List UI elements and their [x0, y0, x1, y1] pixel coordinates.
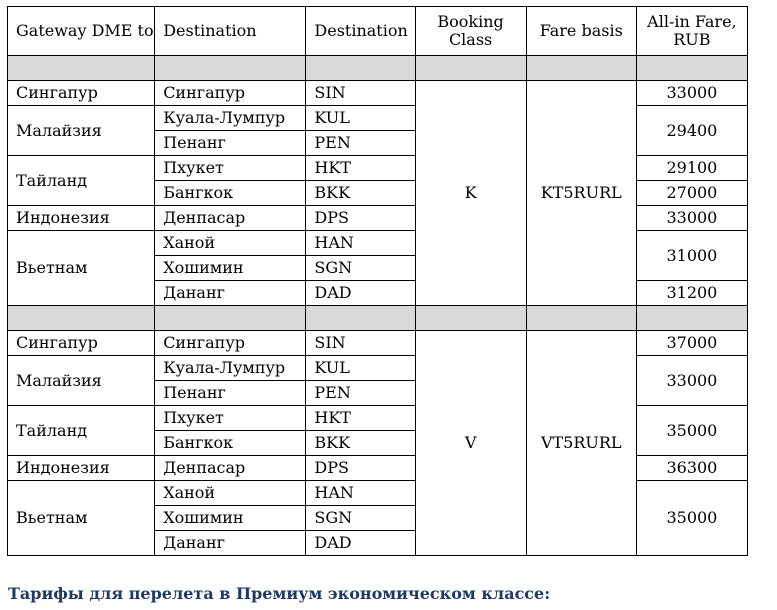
- destination-code-cell: PEN: [306, 381, 415, 406]
- destination-code-cell: HAN: [306, 481, 415, 506]
- fare-value-cell: 29400: [636, 106, 747, 156]
- separator-cell: [306, 306, 415, 331]
- header-fare-basis: Fare basis: [526, 7, 636, 56]
- destination-city-cell: Сингапур: [155, 81, 306, 106]
- header-booking-class: Booking Class: [415, 7, 526, 56]
- destination-city-cell: Денпасар: [155, 206, 306, 231]
- fare-value-cell: 35000: [636, 481, 747, 556]
- destination-code-cell: SIN: [306, 81, 415, 106]
- table-row: [8, 206, 748, 231]
- destination-city-cell: Бангкок: [155, 181, 306, 206]
- destination-code-cell: DPS: [306, 456, 415, 481]
- fare-value-cell: 36300: [636, 456, 747, 481]
- country-cell: Вьетнам: [8, 231, 155, 306]
- separator-cell: [415, 56, 526, 81]
- header-all-in-fare: All-in Fare, RUB: [636, 7, 747, 56]
- fare-value-cell: 35000: [636, 406, 747, 456]
- group-separator-row: [8, 56, 748, 81]
- country-cell: Индонезия: [8, 206, 155, 231]
- destination-city-cell: Дананг: [155, 281, 306, 306]
- separator-cell: [306, 56, 415, 81]
- separator-cell: [155, 306, 306, 331]
- destination-city-cell: Бангкок: [155, 431, 306, 456]
- separator-cell: [636, 306, 747, 331]
- destination-city-cell: Пхукет: [155, 156, 306, 181]
- destination-code-cell: DAD: [306, 531, 415, 556]
- separator-cell: [636, 56, 747, 81]
- destination-code-cell: PEN: [306, 131, 415, 156]
- premium-economy-caption: Тарифы для перелета в Премиум экономическом классе:: [8, 584, 551, 603]
- country-cell: Сингапур: [8, 331, 155, 356]
- destination-city-cell: Пенанг: [155, 381, 306, 406]
- fare-value-cell: 37000: [636, 331, 747, 356]
- table-row: [8, 106, 748, 131]
- table-row: [8, 231, 748, 256]
- fare-value-cell: 31000: [636, 231, 747, 281]
- group-separator-row: [8, 306, 748, 331]
- destination-code-cell: BKK: [306, 181, 415, 206]
- table-row: [8, 156, 748, 181]
- table-row: [8, 356, 748, 381]
- header-destination-city: Destination: [155, 7, 306, 56]
- destination-code-cell: HKT: [306, 156, 415, 181]
- separator-cell: [155, 56, 306, 81]
- table-row: [8, 331, 748, 356]
- destination-code-cell: DAD: [306, 281, 415, 306]
- booking-class-cell: V: [415, 331, 526, 556]
- header-gateway: Gateway DME to: [8, 7, 155, 56]
- fare-value-cell: 29100: [636, 156, 747, 181]
- separator-cell: [526, 306, 636, 331]
- destination-code-cell: HAN: [306, 231, 415, 256]
- table-row: [8, 406, 748, 431]
- destination-code-cell: KUL: [306, 106, 415, 131]
- table-row: [8, 481, 748, 506]
- country-cell: Тайланд: [8, 406, 155, 456]
- country-cell: Тайланд: [8, 156, 155, 206]
- fare-basis-cell: KT5RURL: [526, 81, 636, 306]
- destination-city-cell: Пенанг: [155, 131, 306, 156]
- destination-code-cell: SIN: [306, 331, 415, 356]
- destination-city-cell: Куала-Лумпур: [155, 356, 306, 381]
- separator-cell: [526, 56, 636, 81]
- separator-cell: [8, 306, 155, 331]
- destination-code-cell: HKT: [306, 406, 415, 431]
- header-row: [8, 7, 748, 56]
- country-cell: Малайзия: [8, 106, 155, 156]
- destination-city-cell: Ханой: [155, 481, 306, 506]
- destination-city-cell: Куала-Лумпур: [155, 106, 306, 131]
- separator-cell: [415, 306, 526, 331]
- fare-value-cell: 33000: [636, 81, 747, 106]
- fare-value-cell: 31200: [636, 281, 747, 306]
- destination-city-cell: Хошимин: [155, 256, 306, 281]
- country-cell: Вьетнам: [8, 481, 155, 556]
- destination-city-cell: Пхукет: [155, 406, 306, 431]
- header-destination-code: Destination: [306, 7, 415, 56]
- fare-value-cell: 33000: [636, 356, 747, 406]
- destination-code-cell: DPS: [306, 206, 415, 231]
- table-row: [8, 81, 748, 106]
- fare-basis-cell: VT5RURL: [526, 331, 636, 556]
- country-cell: Малайзия: [8, 356, 155, 406]
- table-row: [8, 456, 748, 481]
- destination-code-cell: KUL: [306, 356, 415, 381]
- fares-body: [8, 56, 748, 556]
- destination-city-cell: Дананг: [155, 531, 306, 556]
- destination-city-cell: Сингапур: [155, 331, 306, 356]
- fare-value-cell: 33000: [636, 206, 747, 231]
- country-cell: Сингапур: [8, 81, 155, 106]
- destination-city-cell: Денпасар: [155, 456, 306, 481]
- booking-class-cell: K: [415, 81, 526, 306]
- fare-value-cell: 27000: [636, 181, 747, 206]
- destination-code-cell: BKK: [306, 431, 415, 456]
- country-cell: Индонезия: [8, 456, 155, 481]
- destination-city-cell: Ханой: [155, 231, 306, 256]
- destination-code-cell: SGN: [306, 506, 415, 531]
- destination-city-cell: Хошимин: [155, 506, 306, 531]
- destination-code-cell: SGN: [306, 256, 415, 281]
- fares-table: [7, 6, 748, 556]
- separator-cell: [8, 56, 155, 81]
